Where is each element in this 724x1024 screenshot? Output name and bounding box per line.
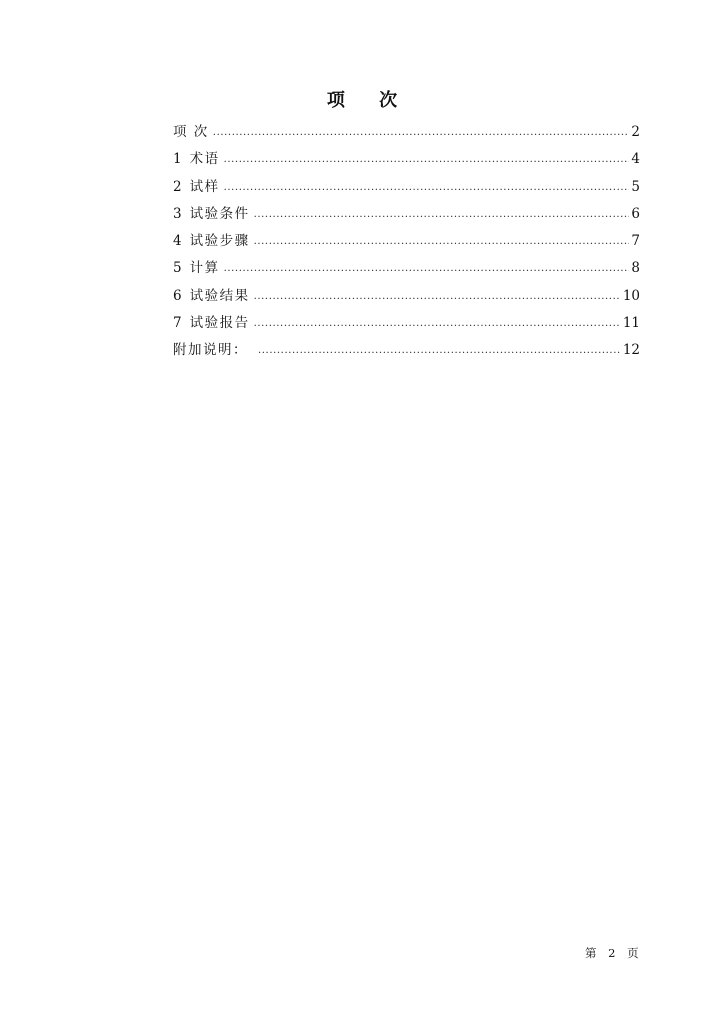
toc-entry-label: 试验报告 <box>189 315 250 332</box>
dot-leader <box>224 177 630 198</box>
toc-entry-page: 11 <box>622 315 640 332</box>
dot-leader <box>258 340 621 361</box>
toc-entry-number: 4 <box>173 233 182 250</box>
toc-entry-contents[interactable] <box>173 122 640 149</box>
toc-entry-test-results[interactable] <box>173 286 640 313</box>
dot-leader <box>254 313 621 334</box>
toc-entry-label: 术语 <box>189 151 220 168</box>
toc-entry-number: 5 <box>173 260 182 277</box>
dot-leader <box>254 286 621 307</box>
toc-entry-number: 7 <box>173 315 182 332</box>
toc-entry-label: 试验条件 <box>189 205 250 222</box>
toc-entry-label: 试验结果 <box>189 287 250 304</box>
dot-leader <box>224 258 630 279</box>
dot-leader <box>213 122 630 143</box>
dot-leader <box>254 231 630 252</box>
toc-entry-number: 3 <box>173 205 182 222</box>
toc-entry-page: 10 <box>622 287 640 304</box>
toc-entry-label: 试样 <box>189 178 220 195</box>
table-of-contents <box>173 122 640 368</box>
toc-entry-label: 计算 <box>189 260 220 277</box>
toc-entry-calculation[interactable] <box>173 258 640 285</box>
toc-entry-label: 试验步骤 <box>189 233 250 250</box>
toc-entry-number: 1 <box>173 151 182 168</box>
toc-entry-page: 8 <box>631 260 640 277</box>
toc-entry-page: 4 <box>631 151 640 168</box>
toc-entry-terms[interactable] <box>173 149 640 176</box>
toc-entry-test-procedure[interactable] <box>173 231 640 258</box>
toc-entry-test-report[interactable] <box>173 313 640 340</box>
page-footer <box>585 945 646 961</box>
page-title: 项 次 <box>326 90 412 111</box>
toc-entry-page: 5 <box>631 178 640 195</box>
toc-entry-number: 2 <box>173 178 182 195</box>
dot-leader <box>254 204 630 225</box>
toc-entry-label: 项 次 <box>173 124 209 140</box>
toc-entry-page: 6 <box>631 205 640 222</box>
footer-prefix: 第 <box>585 946 598 960</box>
toc-entry-number: 6 <box>173 287 182 304</box>
toc-entry-specimen[interactable] <box>173 177 640 204</box>
toc-entry-label: 附加说明： <box>173 342 248 359</box>
toc-entry-test-conditions[interactable] <box>173 204 640 231</box>
dot-leader <box>224 149 630 170</box>
toc-entry-page: 12 <box>622 342 640 359</box>
toc-entry-page: 7 <box>631 233 640 250</box>
footer-page-number: 2 <box>608 946 617 960</box>
toc-entry-page: 2 <box>631 124 640 140</box>
footer-suffix: 页 <box>627 946 640 960</box>
toc-entry-additional-notes[interactable] <box>173 340 640 367</box>
